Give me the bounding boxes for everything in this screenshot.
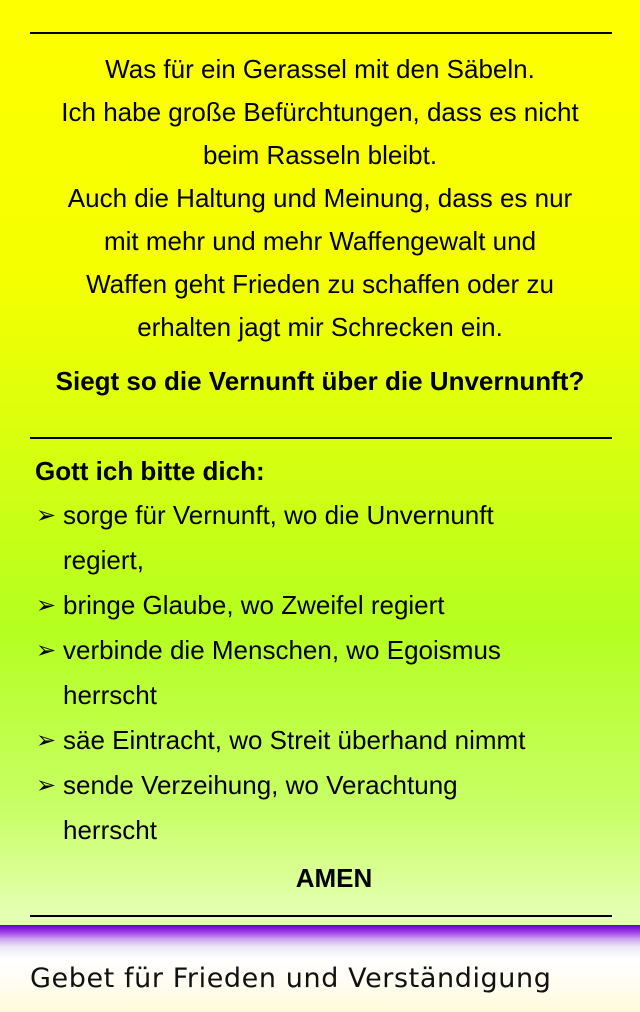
petition-item <box>36 493 616 583</box>
prayer-intro: Gott ich bitte dich: <box>35 456 265 486</box>
petition-text <box>63 763 616 853</box>
petition-line: säe Eintracht, wo Streit überhand nimmt <box>63 725 526 755</box>
verse-line: Ich habe große Befürchtungen, dass es nicht <box>61 97 579 127</box>
arrowhead-bullet-icon: ➢ <box>36 727 57 754</box>
bottom-divider <box>30 915 612 917</box>
petition-line: sende Verzeihung, wo Verachtung <box>63 770 458 800</box>
petition-line: regiert, <box>63 545 144 575</box>
petition-text <box>63 493 616 583</box>
arrowhead-bullet-icon: ➢ <box>36 637 57 664</box>
verse-line: mit mehr und mehr Waffengewalt und <box>103 226 537 256</box>
verse-line: Waffen geht Frieden zu schaffen oder zu <box>86 269 554 299</box>
amen-closing: AMEN <box>295 863 373 893</box>
title-banner <box>0 925 640 1012</box>
petition-item <box>36 583 616 628</box>
verse-line: erhalten jagt mir Schrecken ein. <box>137 312 503 342</box>
verse-line: Was für ein Gerassel mit den Säbeln. <box>105 54 535 84</box>
petition-item <box>36 718 616 763</box>
petition-text <box>63 718 616 763</box>
petition-line: sorge für Vernunft, wo die Unvernunft <box>63 500 494 530</box>
verse-text <box>20 48 620 349</box>
top-divider <box>30 32 612 34</box>
petition-line: verbinde die Menschen, wo Egoismus <box>63 635 501 665</box>
middle-divider <box>30 437 612 439</box>
petition-item <box>36 628 616 718</box>
petition-list <box>36 493 616 853</box>
arrowhead-bullet-icon: ➢ <box>36 772 57 799</box>
petition-line: herrscht <box>63 680 157 710</box>
arrowhead-bullet-icon: ➢ <box>36 502 57 529</box>
petition-line: herrscht <box>63 815 157 845</box>
petition-item <box>36 763 616 853</box>
petition-line: bringe Glaube, wo Zweifel regiert <box>63 590 445 620</box>
petition-text <box>63 628 616 718</box>
banner-title: Gebet für Frieden und Verständigung <box>30 963 552 994</box>
verse-question: Siegt so die Vernunft über die Unvernunft? <box>55 366 585 396</box>
verse-line: Auch die Haltung und Meinung, dass es nur <box>67 183 573 213</box>
verse-line: beim Rasseln bleibt. <box>202 140 438 170</box>
petition-text <box>63 583 616 628</box>
arrowhead-bullet-icon: ➢ <box>36 592 57 619</box>
